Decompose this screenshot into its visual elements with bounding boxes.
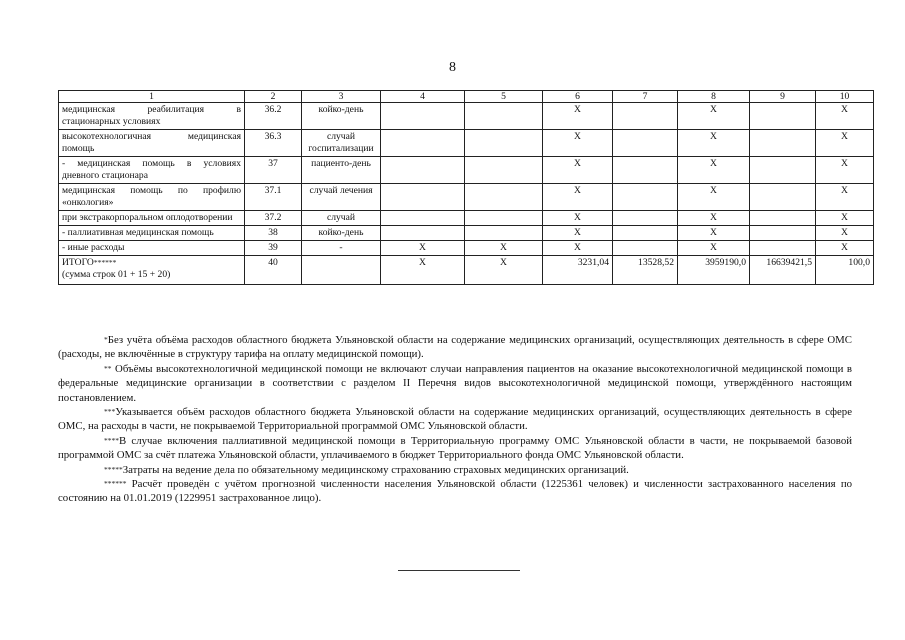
table-row bbox=[59, 241, 874, 256]
value-cell: X bbox=[816, 226, 874, 241]
row-unit-cell: случай bbox=[302, 211, 381, 226]
footnote-text: Затраты на ведение дела по обязательному медицинскому страхованию страховых медицинских организаций. bbox=[122, 463, 629, 476]
value-cell bbox=[465, 130, 543, 157]
value-cell bbox=[750, 103, 816, 130]
total-code-cell: 40 bbox=[245, 256, 302, 285]
value-cell: X bbox=[543, 241, 613, 256]
row-unit-cell: койко-день bbox=[302, 226, 381, 241]
value-cell: X bbox=[816, 241, 874, 256]
footnote-4 bbox=[58, 434, 852, 463]
page-number: 8 bbox=[449, 60, 456, 75]
value-cell bbox=[465, 211, 543, 226]
table-row bbox=[59, 157, 874, 184]
table-total-row bbox=[59, 256, 874, 285]
total-value-cell: 100,0 bbox=[816, 256, 874, 285]
total-label: ИТОГО bbox=[62, 257, 94, 268]
row-code-cell: 38 bbox=[245, 226, 302, 241]
footnote-text: Объёмы высокотехнологичной медицинской помощи не включают случаи направления пациентов на оказание высокотехнологичной медицинской помощи в федеральные медицинские организации в соответствии с разделом II Перечня видов высокотехнологичной медицинской помощи, утверждённого настоящим постановлением. bbox=[58, 362, 852, 404]
table-header-row bbox=[59, 91, 874, 103]
value-cell bbox=[750, 241, 816, 256]
row-unit-cell: случай госпитализации bbox=[302, 130, 381, 157]
total-value-cell: X bbox=[465, 256, 543, 285]
value-cell bbox=[613, 211, 678, 226]
volume-cost-table bbox=[58, 90, 874, 285]
value-cell: X bbox=[816, 211, 874, 226]
value-cell: X bbox=[543, 157, 613, 184]
total-value-cell: 3959190,0 bbox=[678, 256, 750, 285]
value-cell bbox=[750, 130, 816, 157]
value-cell bbox=[381, 184, 465, 211]
value-cell: X bbox=[465, 241, 543, 256]
value-cell bbox=[613, 184, 678, 211]
row-code-cell: 37.1 bbox=[245, 184, 302, 211]
footnote-5 bbox=[58, 463, 852, 477]
footnote-mark: * bbox=[104, 335, 108, 344]
header-cell: 1 bbox=[59, 91, 245, 103]
row-unit-cell: - bbox=[302, 241, 381, 256]
row-unit-cell: случай лечения bbox=[302, 184, 381, 211]
row-code-cell: 36.2 bbox=[245, 103, 302, 130]
value-cell: X bbox=[381, 241, 465, 256]
footnote-6 bbox=[58, 477, 852, 506]
row-code-cell: 39 bbox=[245, 241, 302, 256]
value-cell bbox=[613, 130, 678, 157]
total-value-cell: 16639421,5 bbox=[750, 256, 816, 285]
value-cell bbox=[750, 226, 816, 241]
value-cell: X bbox=[543, 211, 613, 226]
value-cell bbox=[381, 103, 465, 130]
value-cell bbox=[750, 157, 816, 184]
value-cell: X bbox=[678, 157, 750, 184]
table-row bbox=[59, 226, 874, 241]
total-unit-cell bbox=[302, 256, 381, 285]
footnote-mark: **** bbox=[104, 435, 119, 445]
row-name-cell: - медицинская помощь в условиях дневного стационара bbox=[59, 157, 245, 184]
header-cell: 5 bbox=[465, 91, 543, 103]
header-cell: 3 bbox=[302, 91, 381, 103]
value-cell: X bbox=[678, 226, 750, 241]
footnote-text: Указывается объём расходов областного бюджета Ульяновской области на содержание медицинских организаций, осуществляющих деятельность в сфере ОМС, на расходы в части, не покрываемой Территориальной программой ОМС Ульяновской области. bbox=[58, 406, 852, 433]
value-cell: X bbox=[816, 103, 874, 130]
header-cell: 4 bbox=[381, 91, 465, 103]
total-sublabel: (сумма строк 01 + 15 + 20) bbox=[62, 269, 171, 280]
row-name-cell: высокотехнологичная медицинская помощь bbox=[59, 130, 245, 157]
header-cell: 2 bbox=[245, 91, 302, 103]
value-cell bbox=[613, 103, 678, 130]
total-value-cell: 13528,52 bbox=[613, 256, 678, 285]
value-cell: X bbox=[816, 157, 874, 184]
footnote-3 bbox=[58, 405, 852, 434]
footnotes bbox=[58, 333, 852, 506]
value-cell: X bbox=[816, 130, 874, 157]
value-cell bbox=[381, 226, 465, 241]
value-cell: X bbox=[678, 184, 750, 211]
header-cell: 6 bbox=[543, 91, 613, 103]
header-cell: 7 bbox=[613, 91, 678, 103]
table-row bbox=[59, 184, 874, 211]
footnote-text: В случае включения паллиативной медицинской помощи в Территориальную программу ОМС Ульяновской области в части, не покрываемой базовой программой ОМС за счёт платежа Ульяновской области, уплачиваемого в бюджет Территориального фонда ОМС Ульяновской области. bbox=[58, 434, 852, 462]
value-cell bbox=[613, 157, 678, 184]
value-cell: X bbox=[543, 184, 613, 211]
row-name-cell: при экстракорпоральном оплодотворении bbox=[59, 211, 245, 226]
row-name-cell: - паллиативная медицинская помощь bbox=[59, 226, 245, 241]
footnote-mark: ****** bbox=[104, 479, 127, 489]
footnote-mark: ***** bbox=[104, 464, 123, 474]
footnote-mark: ** bbox=[104, 363, 112, 373]
header-cell: 10 bbox=[816, 91, 874, 103]
row-name-cell: медицинская реабилитация в стационарных условиях bbox=[59, 103, 245, 130]
value-cell: X bbox=[543, 226, 613, 241]
total-label-mark: ****** bbox=[93, 258, 117, 267]
value-cell: X bbox=[678, 103, 750, 130]
footnote-text: Расчёт проведён с учётом прогнозной численности населения Ульяновской области (1225361 человек) и численности застрахованного населения по состоянию на 01.01.2019 (1229951 застрахованное лицо). bbox=[58, 478, 852, 505]
value-cell bbox=[381, 157, 465, 184]
value-cell bbox=[465, 184, 543, 211]
value-cell: X bbox=[678, 130, 750, 157]
value-cell: X bbox=[543, 103, 613, 130]
row-code-cell: 37 bbox=[245, 157, 302, 184]
footnote-mark: *** bbox=[104, 407, 116, 417]
row-unit-cell: койко-день bbox=[302, 103, 381, 130]
header-cell: 9 bbox=[750, 91, 816, 103]
value-cell bbox=[465, 226, 543, 241]
value-cell bbox=[465, 157, 543, 184]
value-cell bbox=[381, 130, 465, 157]
value-cell bbox=[750, 184, 816, 211]
value-cell bbox=[613, 241, 678, 256]
footnote-text: Без учёта объёма расходов областного бюджета Ульяновской области на содержание медицинских организаций, осуществляющих деятельность в сфере ОМС (расходы, не включённые в структуру тарифа на оплату медицинской помощи). bbox=[58, 334, 852, 361]
total-value-cell: 3231,04 bbox=[543, 256, 613, 285]
row-unit-cell: пациенто-день bbox=[302, 157, 381, 184]
footnote-2 bbox=[58, 362, 852, 405]
row-name-cell: медицинская помощь по профилю «онкология» bbox=[59, 184, 245, 211]
total-label-cell bbox=[59, 256, 245, 285]
value-cell: X bbox=[678, 211, 750, 226]
value-cell bbox=[613, 226, 678, 241]
value-cell bbox=[465, 103, 543, 130]
value-cell: X bbox=[678, 241, 750, 256]
row-name-cell: - иные расходы bbox=[59, 241, 245, 256]
value-cell: X bbox=[543, 130, 613, 157]
total-value-cell: X bbox=[381, 256, 465, 285]
footnote-1 bbox=[58, 333, 852, 362]
header-cell: 8 bbox=[678, 91, 750, 103]
table-row bbox=[59, 130, 874, 157]
row-code-cell: 37.2 bbox=[245, 211, 302, 226]
value-cell bbox=[381, 211, 465, 226]
value-cell: X bbox=[816, 184, 874, 211]
end-divider-line bbox=[398, 570, 520, 571]
row-code-cell: 36.3 bbox=[245, 130, 302, 157]
value-cell bbox=[750, 211, 816, 226]
table-row bbox=[59, 211, 874, 226]
table-row bbox=[59, 103, 874, 130]
